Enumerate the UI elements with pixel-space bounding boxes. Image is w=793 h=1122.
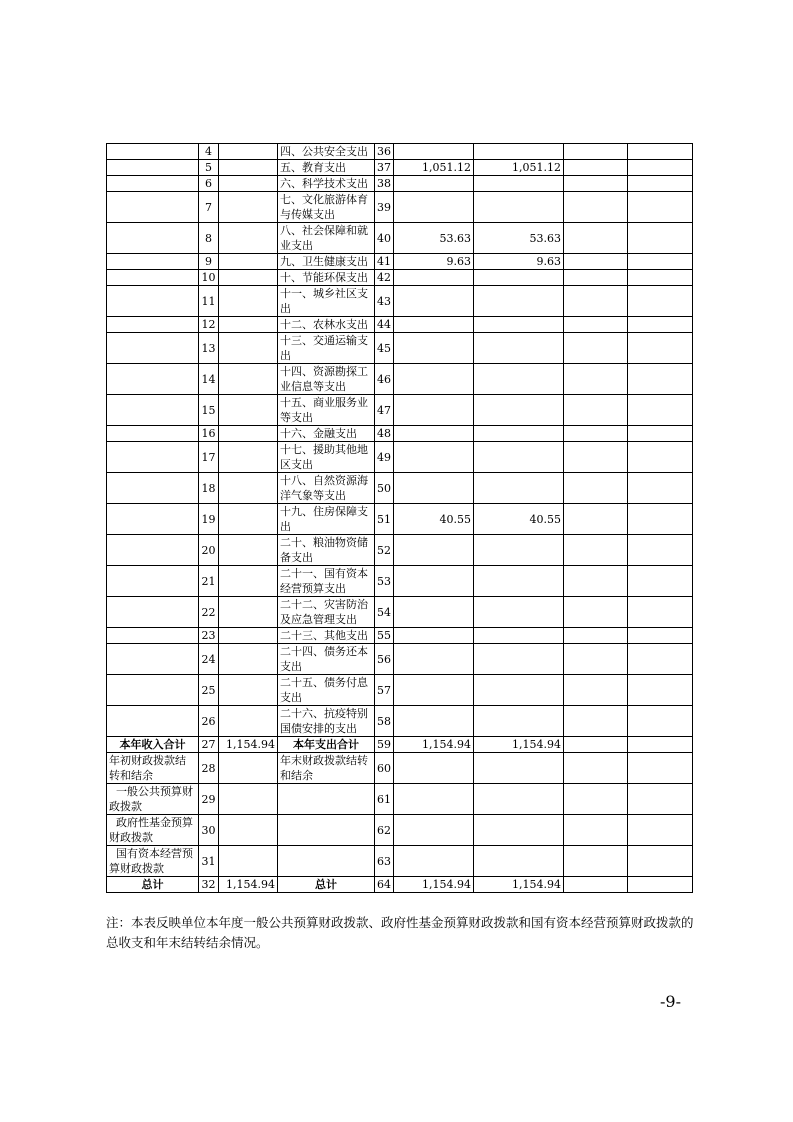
cell-d: 六、科学技术支出 [278, 176, 375, 192]
cell-g: 53.63 [474, 223, 564, 254]
cell-a [107, 192, 199, 223]
cell-c [219, 286, 278, 317]
cell-b: 31 [199, 846, 219, 877]
cell-a [107, 644, 199, 675]
cell-g [474, 597, 564, 628]
cell-d: 九、卫生健康支出 [278, 254, 375, 270]
cell-b: 7 [199, 192, 219, 223]
cell-c [219, 270, 278, 286]
cell-d: 十一、城乡社区支出 [278, 286, 375, 317]
cell-h [564, 286, 628, 317]
cell-f [394, 597, 474, 628]
cell-d: 四、公共安全支出 [278, 144, 375, 160]
table-row [107, 815, 693, 846]
cell-f [394, 566, 474, 597]
cell-d: 十、节能环保支出 [278, 270, 375, 286]
cell-b: 6 [199, 176, 219, 192]
cell-e: 59 [375, 737, 394, 753]
cell-i [628, 628, 693, 644]
cell-b: 20 [199, 535, 219, 566]
cell-c [219, 753, 278, 784]
cell-c [219, 628, 278, 644]
cell-g: 1,154.94 [474, 737, 564, 753]
cell-i [628, 395, 693, 426]
cell-b: 15 [199, 395, 219, 426]
cell-b: 8 [199, 223, 219, 254]
cell-f [394, 364, 474, 395]
cell-e: 47 [375, 395, 394, 426]
cell-e: 61 [375, 784, 394, 815]
cell-d: 总计 [278, 877, 375, 893]
cell-a [107, 675, 199, 706]
table-row [107, 426, 693, 442]
cell-d: 二十、粮油物资储备支出 [278, 535, 375, 566]
cell-a [107, 254, 199, 270]
cell-g [474, 144, 564, 160]
cell-a [107, 160, 199, 176]
table-row [107, 286, 693, 317]
cell-i [628, 846, 693, 877]
cell-b: 26 [199, 706, 219, 737]
cell-e: 46 [375, 364, 394, 395]
table-row [107, 254, 693, 270]
cell-f: 9.63 [394, 254, 474, 270]
cell-d: 十九、住房保障支出 [278, 504, 375, 535]
cell-d: 二十二、灾害防治及应急管理支出 [278, 597, 375, 628]
cell-c [219, 223, 278, 254]
cell-c [219, 144, 278, 160]
cell-f: 1,154.94 [394, 877, 474, 893]
cell-b: 24 [199, 644, 219, 675]
cell-c [219, 254, 278, 270]
cell-g [474, 473, 564, 504]
cell-f [394, 675, 474, 706]
cell-e: 38 [375, 176, 394, 192]
cell-g [474, 286, 564, 317]
table-row [107, 566, 693, 597]
cell-e: 44 [375, 317, 394, 333]
cell-h [564, 504, 628, 535]
cell-g: 9.63 [474, 254, 564, 270]
table-row [107, 846, 693, 877]
cell-d: 二十六、抗疫特别国债安排的支出 [278, 706, 375, 737]
cell-c [219, 675, 278, 706]
cell-h [564, 846, 628, 877]
cell-i [628, 192, 693, 223]
cell-d: 十二、农林水支出 [278, 317, 375, 333]
cell-h [564, 675, 628, 706]
cell-f [394, 846, 474, 877]
table-row [107, 504, 693, 535]
cell-a [107, 566, 199, 597]
cell-g [474, 628, 564, 644]
cell-e: 53 [375, 566, 394, 597]
cell-i [628, 706, 693, 737]
cell-f [394, 535, 474, 566]
cell-a [107, 706, 199, 737]
cell-c [219, 597, 278, 628]
table-row [107, 317, 693, 333]
cell-i [628, 144, 693, 160]
page-number: -9- [660, 992, 681, 1011]
cell-g: 1,051.12 [474, 160, 564, 176]
cell-h [564, 270, 628, 286]
cell-b: 10 [199, 270, 219, 286]
cell-a [107, 333, 199, 364]
cell-d [278, 784, 375, 815]
cell-e: 52 [375, 535, 394, 566]
cell-a [107, 597, 199, 628]
cell-f [394, 426, 474, 442]
cell-h [564, 877, 628, 893]
cell-c [219, 364, 278, 395]
cell-i [628, 644, 693, 675]
table-row [107, 333, 693, 364]
cell-e: 56 [375, 644, 394, 675]
cell-f [394, 286, 474, 317]
cell-i [628, 160, 693, 176]
cell-d: 十四、资源勘探工业信息等支出 [278, 364, 375, 395]
table-row [107, 737, 693, 753]
table-row [107, 176, 693, 192]
cell-g [474, 644, 564, 675]
cell-e: 50 [375, 473, 394, 504]
table-row [107, 473, 693, 504]
cell-f [394, 333, 474, 364]
cell-a [107, 364, 199, 395]
cell-a [107, 223, 199, 254]
cell-g [474, 317, 564, 333]
cell-g [474, 535, 564, 566]
cell-c [219, 442, 278, 473]
cell-e: 58 [375, 706, 394, 737]
cell-f [394, 628, 474, 644]
cell-f [394, 784, 474, 815]
cell-c [219, 426, 278, 442]
cell-a [107, 286, 199, 317]
cell-a [107, 270, 199, 286]
cell-g [474, 192, 564, 223]
cell-e: 60 [375, 753, 394, 784]
cell-g [474, 784, 564, 815]
cell-f [394, 706, 474, 737]
cell-i [628, 426, 693, 442]
cell-d: 八、社会保障和就业支出 [278, 223, 375, 254]
cell-i [628, 784, 693, 815]
cell-h [564, 706, 628, 737]
cell-f [394, 270, 474, 286]
cell-h [564, 644, 628, 675]
table-row [107, 442, 693, 473]
cell-g: 40.55 [474, 504, 564, 535]
cell-e: 37 [375, 160, 394, 176]
cell-e: 51 [375, 504, 394, 535]
cell-d: 十三、交通运输支出 [278, 333, 375, 364]
cell-e: 55 [375, 628, 394, 644]
cell-c [219, 815, 278, 846]
cell-h [564, 784, 628, 815]
cell-e: 36 [375, 144, 394, 160]
cell-h [564, 317, 628, 333]
cell-f [394, 317, 474, 333]
cell-b: 13 [199, 333, 219, 364]
cell-i [628, 675, 693, 706]
cell-d: 本年支出合计 [278, 737, 375, 753]
cell-b: 16 [199, 426, 219, 442]
cell-i [628, 473, 693, 504]
table-row [107, 675, 693, 706]
cell-d: 二十三、其他支出 [278, 628, 375, 644]
cell-i [628, 254, 693, 270]
table-row [107, 270, 693, 286]
cell-f [394, 192, 474, 223]
cell-e: 41 [375, 254, 394, 270]
cell-b: 19 [199, 504, 219, 535]
table-row [107, 784, 693, 815]
cell-c [219, 333, 278, 364]
cell-f: 40.55 [394, 504, 474, 535]
cell-f [394, 473, 474, 504]
cell-c [219, 395, 278, 426]
cell-f [394, 395, 474, 426]
cell-a: 政府性基金预算财政拨款 [107, 815, 199, 846]
cell-g [474, 426, 564, 442]
cell-b: 5 [199, 160, 219, 176]
cell-d: 十五、商业服务业等支出 [278, 395, 375, 426]
cell-f [394, 815, 474, 846]
cell-h [564, 160, 628, 176]
cell-a [107, 628, 199, 644]
cell-b: 12 [199, 317, 219, 333]
cell-a: 国有资本经营预算财政拨款 [107, 846, 199, 877]
cell-a [107, 504, 199, 535]
cell-c [219, 504, 278, 535]
cell-d: 二十五、债务付息支出 [278, 675, 375, 706]
cell-i [628, 286, 693, 317]
table-row [107, 223, 693, 254]
cell-c [219, 176, 278, 192]
cell-e: 57 [375, 675, 394, 706]
cell-i [628, 333, 693, 364]
cell-h [564, 442, 628, 473]
cell-h [564, 815, 628, 846]
cell-b: 27 [199, 737, 219, 753]
table-row [107, 597, 693, 628]
cell-b: 25 [199, 675, 219, 706]
cell-g [474, 566, 564, 597]
cell-h [564, 597, 628, 628]
cell-b: 23 [199, 628, 219, 644]
cell-a [107, 426, 199, 442]
cell-i [628, 504, 693, 535]
cell-c [219, 160, 278, 176]
cell-h [564, 333, 628, 364]
cell-f: 53.63 [394, 223, 474, 254]
cell-g [474, 815, 564, 846]
cell-a [107, 317, 199, 333]
cell-h [564, 566, 628, 597]
cell-c: 1,154.94 [219, 877, 278, 893]
cell-e: 40 [375, 223, 394, 254]
cell-c [219, 566, 278, 597]
cell-a: 一般公共预算财政拨款 [107, 784, 199, 815]
cell-i [628, 753, 693, 784]
cell-i [628, 597, 693, 628]
cell-f [394, 144, 474, 160]
cell-a [107, 535, 199, 566]
cell-h [564, 254, 628, 270]
cell-a: 总计 [107, 877, 199, 893]
table-row [107, 160, 693, 176]
cell-c [219, 317, 278, 333]
table-row [107, 364, 693, 395]
cell-c: 1,154.94 [219, 737, 278, 753]
cell-i [628, 737, 693, 753]
cell-c [219, 846, 278, 877]
cell-e: 54 [375, 597, 394, 628]
cell-a [107, 442, 199, 473]
table-row [107, 192, 693, 223]
cell-d [278, 846, 375, 877]
cell-g: 1,154.94 [474, 877, 564, 893]
cell-i [628, 566, 693, 597]
table-row [107, 877, 693, 893]
cell-c [219, 784, 278, 815]
budget-table [106, 143, 693, 893]
cell-b: 29 [199, 784, 219, 815]
cell-f: 1,051.12 [394, 160, 474, 176]
cell-c [219, 535, 278, 566]
cell-e: 48 [375, 426, 394, 442]
cell-i [628, 270, 693, 286]
cell-b: 28 [199, 753, 219, 784]
cell-d: 十八、自然资源海洋气象等支出 [278, 473, 375, 504]
cell-a [107, 473, 199, 504]
cell-d: 年末财政拨款结转和结余 [278, 753, 375, 784]
cell-f [394, 176, 474, 192]
cell-a [107, 144, 199, 160]
table-row [107, 753, 693, 784]
cell-f [394, 644, 474, 675]
cell-i [628, 442, 693, 473]
table-note: 注：本表反映单位本年度一般公共预算财政拨款、政府性基金预算财政拨款和国有资本经营预算财政拨款的总收支和年末结转结余情况。 [106, 915, 694, 950]
cell-c [219, 473, 278, 504]
cell-h [564, 753, 628, 784]
cell-h [564, 737, 628, 753]
cell-i [628, 877, 693, 893]
table-row [107, 628, 693, 644]
table-row [107, 395, 693, 426]
cell-d: 五、教育支出 [278, 160, 375, 176]
cell-e: 43 [375, 286, 394, 317]
cell-h [564, 628, 628, 644]
cell-i [628, 176, 693, 192]
cell-a [107, 176, 199, 192]
cell-i [628, 535, 693, 566]
cell-g [474, 333, 564, 364]
cell-d: 七、文化旅游体育与传媒支出 [278, 192, 375, 223]
cell-e: 64 [375, 877, 394, 893]
cell-d: 十六、金融支出 [278, 426, 375, 442]
cell-h [564, 223, 628, 254]
cell-b: 30 [199, 815, 219, 846]
cell-e: 49 [375, 442, 394, 473]
cell-d: 二十一、国有资本经营预算支出 [278, 566, 375, 597]
cell-e: 42 [375, 270, 394, 286]
cell-e: 63 [375, 846, 394, 877]
cell-b: 32 [199, 877, 219, 893]
cell-g [474, 675, 564, 706]
cell-h [564, 426, 628, 442]
cell-b: 17 [199, 442, 219, 473]
cell-h [564, 364, 628, 395]
table-row [107, 644, 693, 675]
cell-g [474, 176, 564, 192]
cell-b: 18 [199, 473, 219, 504]
cell-f: 1,154.94 [394, 737, 474, 753]
cell-d [278, 815, 375, 846]
cell-h [564, 395, 628, 426]
cell-b: 22 [199, 597, 219, 628]
cell-i [628, 317, 693, 333]
cell-g [474, 846, 564, 877]
cell-a: 本年收入合计 [107, 737, 199, 753]
cell-f [394, 442, 474, 473]
cell-d: 十七、援助其他地区支出 [278, 442, 375, 473]
table-row [107, 144, 693, 160]
cell-d: 二十四、债务还本支出 [278, 644, 375, 675]
cell-e: 62 [375, 815, 394, 846]
cell-b: 4 [199, 144, 219, 160]
cell-g [474, 364, 564, 395]
cell-b: 21 [199, 566, 219, 597]
cell-h [564, 535, 628, 566]
table-row [107, 706, 693, 737]
cell-g [474, 442, 564, 473]
cell-b: 9 [199, 254, 219, 270]
cell-b: 14 [199, 364, 219, 395]
cell-c [219, 706, 278, 737]
cell-g [474, 395, 564, 426]
cell-a [107, 395, 199, 426]
cell-e: 39 [375, 192, 394, 223]
cell-a: 年初财政拨款结转和结余 [107, 753, 199, 784]
cell-i [628, 364, 693, 395]
cell-h [564, 192, 628, 223]
cell-g [474, 270, 564, 286]
cell-i [628, 223, 693, 254]
cell-c [219, 192, 278, 223]
cell-h [564, 144, 628, 160]
cell-b: 11 [199, 286, 219, 317]
cell-h [564, 473, 628, 504]
table-row [107, 535, 693, 566]
cell-e: 45 [375, 333, 394, 364]
cell-i [628, 815, 693, 846]
cell-h [564, 176, 628, 192]
cell-f [394, 753, 474, 784]
cell-g [474, 706, 564, 737]
cell-g [474, 753, 564, 784]
cell-c [219, 644, 278, 675]
